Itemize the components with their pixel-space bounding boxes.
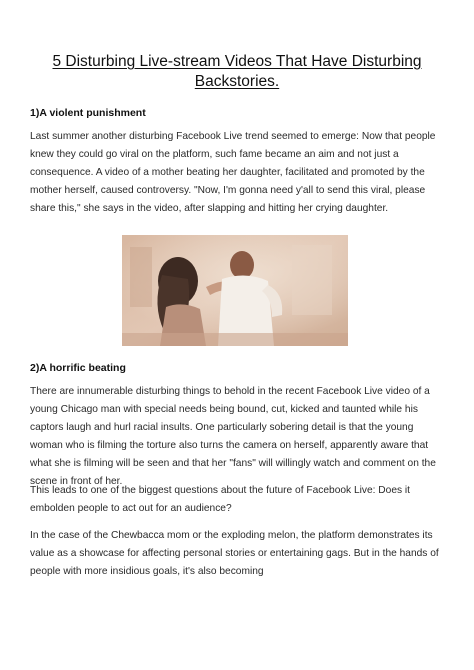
- section-heading-2: 2)A horrific beating: [30, 362, 126, 374]
- section-2-paragraph-2: This leads to one of the biggest questions about the future of Facebook Live: Does it embolden people to act out for an audience?: [30, 485, 411, 514]
- section-2-paragraph-1: There are innumerable disturbing things to behold in the recent Facebook Live video of a young Chicago man with special needs being bound, cut, kicked and taunted while his captors laugh and hurl racial insults. One particularly sobering detail is that the young woman who is filming the torture also turns the camera on herself, apparently aware that what she is filming will be seen and that her "fans" will willingly watch and comment on the scene in front of her.: [30, 386, 436, 487]
- document-title: 5 Disturbing Live-stream Videos That Have Disturbing Backstories.: [52, 53, 422, 90]
- section-1-paragraph-1: Last summer another disturbing Facebook Live trend seemed to emerge: Now that people knew they could go viral on the platform, such fame became an aim and not just a consequence. A video of a mother beating her daughter, facilitated and promoted by the mother herself, caused controversy. "Now, I'm gonna need y'all to send this viral, please share this," she says in the video, after slapping and hitting her crying daughter.: [30, 131, 436, 214]
- section-heading-1: 1)A violent punishment: [30, 107, 146, 119]
- section-2-paragraph-3: In the case of the Chewbacca mom or the exploding melon, the platform demonstrates its value as a showcase for affecting personal stories or entertaining gags. But in the hands of people with more insidious goals, it's also becoming: [30, 530, 439, 577]
- video-still-image: [122, 235, 348, 346]
